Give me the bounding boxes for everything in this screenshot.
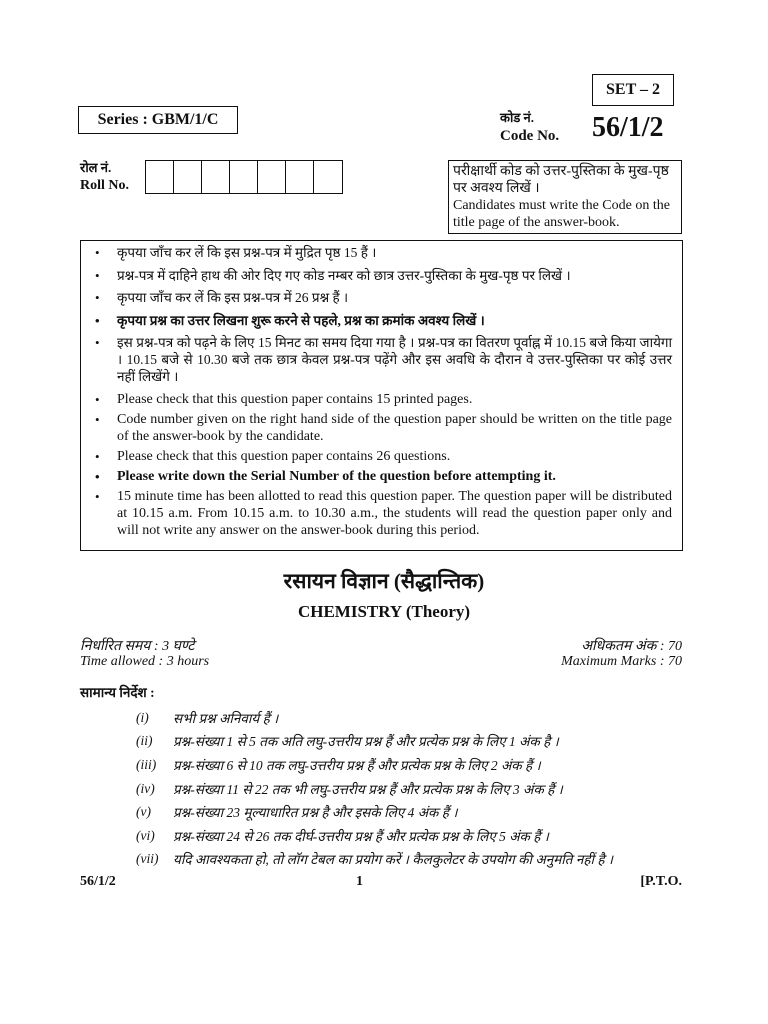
set-label: SET – 2 bbox=[592, 74, 674, 106]
instruction-item: • Please check that this question paper contains 15 printed pages. bbox=[117, 391, 672, 408]
general-instruction-text: यदि आवश्यकता हो, तो लॉग टेबल का प्रयोग करें । कैलकुलेटर के उपयोग की अनुमति नहीं है । bbox=[173, 852, 614, 868]
instruction-item: • कृपया जाँच कर लें कि इस प्रश्न-पत्र में 26 प्रश्न हैं । bbox=[117, 290, 672, 307]
general-instruction-item bbox=[136, 777, 696, 801]
maximum-marks: Maximum Marks : 70 bbox=[561, 654, 682, 669]
general-instruction-number: (iv) bbox=[136, 780, 155, 796]
general-instruction-text: प्रश्न-संख्या 11 से 22 तक भी लघु-उत्तरीय प्रश्न हैं और प्रत्येक प्रश्न के लिए 3 अंक हैं । bbox=[173, 781, 563, 797]
roll-number-cell[interactable] bbox=[230, 161, 258, 193]
instruction-item: • 15 minute time has been allotted to read this question paper. The question paper will be distributed at 10.15 a.m. From 10.15 a.m. to 10.30 a.m., the students will read the question paper only and will not write any answer on the answer-book during this period. bbox=[117, 488, 672, 539]
roll-number-cell[interactable] bbox=[258, 161, 286, 193]
instruction-item: • Please check that this question paper contains 26 questions. bbox=[117, 448, 672, 465]
general-instructions-title: सामान्य निर्देश : bbox=[80, 685, 155, 700]
page-number: 1 bbox=[356, 874, 363, 889]
instruction-item: • Code number given on the right hand side of the question paper should be written on the title page of the answer-book by the candidate. bbox=[117, 411, 672, 445]
roll-label-hindi: रोल नं. bbox=[80, 160, 112, 175]
instruction-item: • इस प्रश्न-पत्र को पढ़ने के लिए 15 मिनट का समय दिया गया है । प्रश्न-पत्र का वितरण पूर्वाह्न में 10.15 बजे किया जायेगा । 10.15 बजे से 10.30 बजे तक छात्र केवल प्रश्न-पत्र पढ़ेंगे और इस अवधि के दौरान वे उत्तर-पुस्तिका पर कोई उत्तर नहीं लिखेंगे । bbox=[117, 335, 672, 385]
code-label-hindi: कोड नं. bbox=[500, 110, 535, 125]
candidate-note-english: Candidates must write the Code on the title page of the answer-book. bbox=[453, 198, 670, 230]
general-instruction-item bbox=[136, 753, 696, 777]
general-instruction-number: (iii) bbox=[136, 756, 157, 772]
subject-title-hindi: रसायन विज्ञान (सैद्धान्तिक) bbox=[283, 569, 485, 593]
instruction-item: • कृपया प्रश्न का उत्तर लिखना शुरू करने से पहले, प्रश्न का क्रमांक अवश्य लिखें । bbox=[117, 313, 672, 330]
roll-number-cell[interactable] bbox=[286, 161, 314, 193]
roll-number-grid[interactable] bbox=[145, 160, 343, 194]
code-number: 56/1/2 bbox=[592, 112, 664, 143]
instruction-item: • कृपया जाँच कर लें कि इस प्रश्न-पत्र में मुद्रित पृष्ठ 15 हैं । bbox=[117, 245, 672, 262]
please-turn-over: [P.T.O. bbox=[640, 874, 682, 889]
candidate-code-note bbox=[448, 160, 682, 234]
general-instruction-text: प्रश्न-संख्या 6 से 10 तक लघु-उत्तरीय प्रश्न हैं और प्रत्येक प्रश्न के लिए 2 अंक हैं । bbox=[173, 757, 541, 773]
general-instruction-text: प्रश्न-संख्या 1 से 5 तक अति लघु-उत्तरीय प्रश्न हैं और प्रत्येक प्रश्न के लिए 1 अंक है । bbox=[173, 734, 559, 750]
instructions-list bbox=[89, 245, 672, 539]
series-label: Series : GBM/1/C bbox=[78, 106, 238, 134]
general-instruction-text: प्रश्न-संख्या 24 से 26 तक दीर्घ-उत्तरीय प्रश्न हैं और प्रत्येक प्रश्न के लिए 5 अंक हैं । bbox=[173, 828, 549, 844]
roll-label: Roll No. bbox=[80, 178, 129, 193]
instructions-box bbox=[80, 240, 683, 551]
general-instruction-number: (vii) bbox=[136, 851, 159, 867]
roll-number-cell[interactable] bbox=[202, 161, 230, 193]
roll-number-cell[interactable] bbox=[174, 161, 202, 193]
general-instruction-text: सभी प्रश्न अनिवार्य हैं । bbox=[173, 710, 279, 726]
subject-title: CHEMISTRY (Theory) bbox=[297, 602, 471, 621]
general-instruction-item bbox=[136, 800, 696, 824]
instruction-item: • Please write down the Serial Number of the question before attempting it. bbox=[117, 468, 672, 485]
maximum-marks-hindi: अधिकतम अंक : 70 bbox=[581, 639, 682, 654]
time-allowed-hindi: निर्धारित समय : 3 घण्टे bbox=[80, 639, 195, 654]
roll-number-cell[interactable] bbox=[146, 161, 174, 193]
roll-number-cell[interactable] bbox=[314, 161, 342, 193]
instruction-item: • प्रश्न-पत्र में दाहिने हाथ की ओर दिए गए कोड नम्बर को छात्र उत्तर-पुस्तिका के मुख-पृष्ठ पर लिखें । bbox=[117, 268, 672, 285]
general-instruction-item bbox=[136, 706, 696, 730]
code-label: Code No. bbox=[500, 128, 560, 144]
general-instruction-item bbox=[136, 730, 696, 754]
general-instructions-list bbox=[136, 706, 696, 871]
general-instruction-number: (v) bbox=[136, 804, 151, 820]
general-instruction-number: (ii) bbox=[136, 733, 153, 749]
footer-code: 56/1/2 bbox=[80, 874, 116, 889]
general-instruction-number: (vi) bbox=[136, 827, 155, 843]
general-instruction-text: प्रश्न-संख्या 23 मूल्याधारित प्रश्न है और इसके लिए 4 अंक हैं । bbox=[173, 805, 458, 821]
general-instruction-number: (i) bbox=[136, 709, 149, 725]
general-instruction-item bbox=[136, 848, 696, 872]
general-instruction-item bbox=[136, 824, 696, 848]
candidate-note-hindi: परीक्षार्थी कोड को उत्तर-पुस्तिका के मुख-पृष्ठ पर अवश्य लिखें । bbox=[453, 164, 669, 196]
time-allowed: Time allowed : 3 hours bbox=[80, 654, 210, 669]
